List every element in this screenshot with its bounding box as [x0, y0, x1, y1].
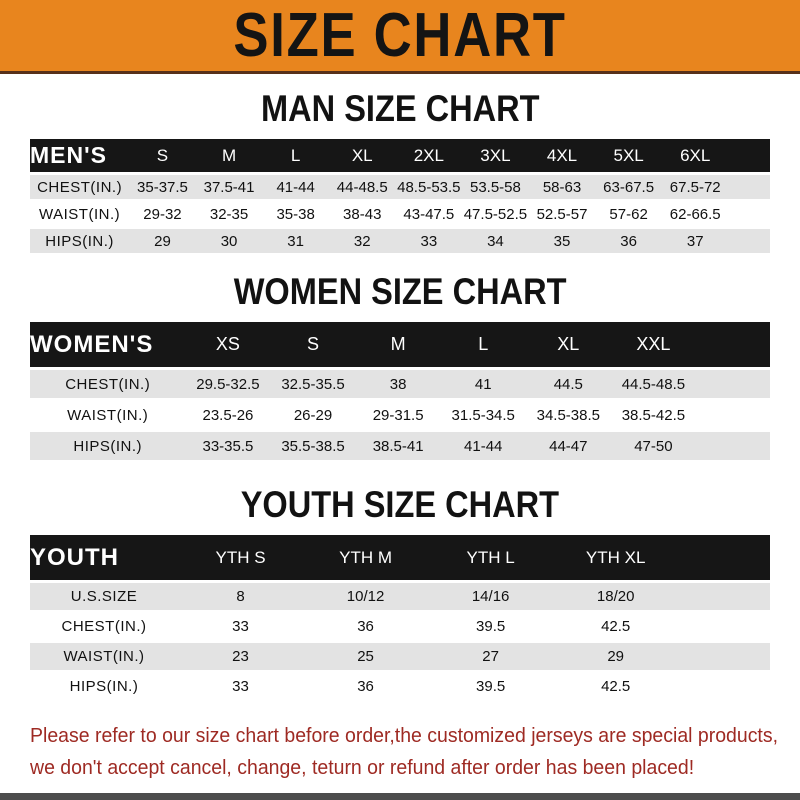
man-size-col: 2XL — [396, 139, 463, 172]
banner-title: SIZE CHART — [233, 0, 567, 70]
value-cell: 33 — [396, 229, 463, 253]
row-label: HIPS(IN.) — [30, 432, 185, 460]
youth-ussize-row — [30, 583, 770, 610]
women-size-col: L — [441, 322, 526, 367]
youth-chest-row — [30, 613, 770, 640]
row-label: U.S.SIZE — [30, 583, 178, 610]
man-waist-row — [30, 202, 770, 226]
value-cell: 53.5-58 — [462, 175, 529, 199]
value-cell: 32 — [329, 229, 396, 253]
value-cell: 35-38 — [262, 202, 329, 226]
value-cell: 33-35.5 — [185, 432, 270, 460]
youth-heading-text: YOUTH SIZE CHART — [240, 484, 560, 525]
value-cell: 58-63 — [529, 175, 596, 199]
youth-waist-row — [30, 643, 770, 670]
women-size-col: XXL — [611, 322, 696, 367]
value-cell: 33 — [178, 673, 303, 700]
man-size-col: M — [196, 139, 263, 172]
value-cell: 41 — [441, 370, 526, 398]
row-filler — [696, 401, 770, 429]
women-size-col: XL — [526, 322, 611, 367]
row-filler — [696, 432, 770, 460]
row-filler — [729, 202, 771, 226]
value-cell: 34.5-38.5 — [526, 401, 611, 429]
value-cell: 31 — [262, 229, 329, 253]
value-cell: 39.5 — [428, 613, 553, 640]
man-heading-text: MAN SIZE CHART — [260, 88, 540, 129]
value-cell: 62-66.5 — [662, 202, 729, 226]
women-section-heading — [0, 272, 800, 312]
value-cell: 32.5-35.5 — [270, 370, 355, 398]
value-cell: 36 — [303, 613, 428, 640]
man-size-col: 6XL — [662, 139, 729, 172]
disclaimer-line-2: we don't accept cancel, change, teturn or refund after order has been placed! — [30, 756, 695, 779]
man-section-heading — [0, 89, 800, 129]
value-cell: 33 — [178, 613, 303, 640]
value-cell: 37.5-41 — [196, 175, 263, 199]
value-cell: 8 — [178, 583, 303, 610]
row-filler — [678, 643, 770, 670]
man-size-col: 3XL — [462, 139, 529, 172]
value-cell: 63-67.5 — [595, 175, 662, 199]
row-label: WAIST(IN.) — [30, 202, 129, 226]
value-cell: 36 — [595, 229, 662, 253]
man-size-col: S — [129, 139, 196, 172]
value-cell: 26-29 — [270, 401, 355, 429]
value-cell: 67.5-72 — [662, 175, 729, 199]
value-cell: 23 — [178, 643, 303, 670]
row-label: WAIST(IN.) — [30, 643, 178, 670]
value-cell: 47-50 — [611, 432, 696, 460]
women-size-col: M — [356, 322, 441, 367]
banner — [0, 0, 800, 74]
youth-header-row — [30, 535, 770, 580]
women-hips-row — [30, 432, 770, 460]
value-cell: 25 — [303, 643, 428, 670]
disclaimer — [30, 721, 800, 785]
women-heading-text: WOMEN SIZE CHART — [233, 271, 567, 312]
value-cell: 35-37.5 — [129, 175, 196, 199]
row-label: CHEST(IN.) — [30, 175, 129, 199]
value-cell: 31.5-34.5 — [441, 401, 526, 429]
value-cell: 48.5-53.5 — [396, 175, 463, 199]
value-cell: 23.5-26 — [185, 401, 270, 429]
women-size-col: XS — [185, 322, 270, 367]
value-cell: 10/12 — [303, 583, 428, 610]
value-cell: 29-31.5 — [356, 401, 441, 429]
value-cell: 44-48.5 — [329, 175, 396, 199]
bottom-strip — [0, 793, 800, 800]
row-filler — [678, 673, 770, 700]
women-waist-row — [30, 401, 770, 429]
value-cell: 36 — [303, 673, 428, 700]
value-cell: 29 — [553, 643, 678, 670]
header-filler — [729, 139, 771, 172]
man-size-table — [30, 136, 770, 256]
value-cell: 38.5-41 — [356, 432, 441, 460]
youth-hips-row — [30, 673, 770, 700]
man-size-col: L — [262, 139, 329, 172]
value-cell: 44-47 — [526, 432, 611, 460]
value-cell: 42.5 — [553, 673, 678, 700]
youth-table-label: YOUTH — [30, 535, 178, 580]
value-cell: 37 — [662, 229, 729, 253]
women-size-col: S — [270, 322, 355, 367]
value-cell: 18/20 — [553, 583, 678, 610]
youth-size-col: YTH M — [303, 535, 428, 580]
value-cell: 30 — [196, 229, 263, 253]
value-cell: 39.5 — [428, 673, 553, 700]
row-label: HIPS(IN.) — [30, 673, 178, 700]
value-cell: 42.5 — [553, 613, 678, 640]
value-cell: 47.5-52.5 — [462, 202, 529, 226]
women-table-label: WOMEN'S — [30, 322, 185, 367]
man-chest-row — [30, 175, 770, 199]
man-size-col: 4XL — [529, 139, 596, 172]
youth-section-heading — [0, 485, 800, 525]
row-label: CHEST(IN.) — [30, 613, 178, 640]
man-header-row — [30, 139, 770, 172]
row-filler — [729, 175, 771, 199]
man-table-label: MEN'S — [30, 139, 129, 172]
value-cell: 44.5-48.5 — [611, 370, 696, 398]
value-cell: 27 — [428, 643, 553, 670]
row-label: HIPS(IN.) — [30, 229, 129, 253]
value-cell: 57-62 — [595, 202, 662, 226]
row-filler — [696, 370, 770, 398]
row-filler — [678, 583, 770, 610]
youth-size-col: YTH XL — [553, 535, 678, 580]
header-filler — [696, 322, 770, 367]
women-chest-row — [30, 370, 770, 398]
value-cell: 14/16 — [428, 583, 553, 610]
women-header-row — [30, 322, 770, 367]
value-cell: 35.5-38.5 — [270, 432, 355, 460]
value-cell: 52.5-57 — [529, 202, 596, 226]
man-size-col: XL — [329, 139, 396, 172]
value-cell: 35 — [529, 229, 596, 253]
row-filler — [678, 613, 770, 640]
value-cell: 29.5-32.5 — [185, 370, 270, 398]
youth-size-col: YTH S — [178, 535, 303, 580]
value-cell: 38 — [356, 370, 441, 398]
youth-size-table — [30, 532, 770, 703]
header-filler — [678, 535, 770, 580]
value-cell: 38-43 — [329, 202, 396, 226]
women-size-table — [30, 319, 770, 463]
row-label: WAIST(IN.) — [30, 401, 185, 429]
value-cell: 32-35 — [196, 202, 263, 226]
value-cell: 29-32 — [129, 202, 196, 226]
value-cell: 38.5-42.5 — [611, 401, 696, 429]
value-cell: 29 — [129, 229, 196, 253]
man-size-col: 5XL — [595, 139, 662, 172]
disclaimer-line-1: Please refer to our size chart before order,the customized jerseys are special products, — [30, 724, 778, 747]
youth-size-col: YTH L — [428, 535, 553, 580]
row-filler — [729, 229, 771, 253]
value-cell: 41-44 — [441, 432, 526, 460]
value-cell: 43-47.5 — [396, 202, 463, 226]
row-label: CHEST(IN.) — [30, 370, 185, 398]
man-hips-row — [30, 229, 770, 253]
value-cell: 44.5 — [526, 370, 611, 398]
value-cell: 41-44 — [262, 175, 329, 199]
value-cell: 34 — [462, 229, 529, 253]
